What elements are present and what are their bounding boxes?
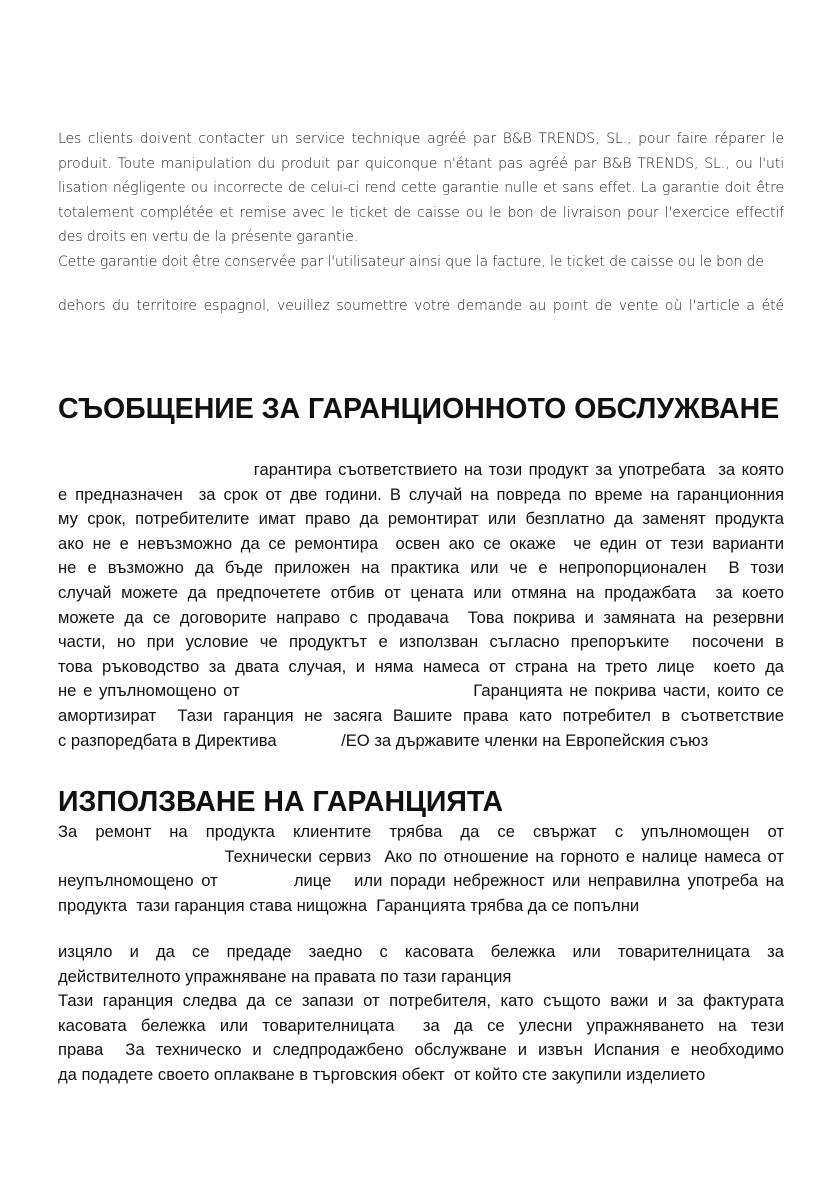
heading-warranty-notice: СЪОБЩЕНИЕ ЗА ГАРАНЦИОННОТО ОБСЛУЖВАНЕ [58, 393, 780, 425]
text-line: това ръководство за двата случая, и няма намеса от страна на трето лице което да [58, 656, 784, 676]
french-section-continued [58, 294, 784, 319]
text-line: да подадете своето оплакване в търговския обект от който сте закупили изделието [58, 1064, 706, 1084]
text-line: му срок, потребителите имат право да ремонтират или безплатно да заменят продукта [58, 509, 784, 529]
text-line: ако не е невъзможно да се ремонтира освен ако се окаже че един от тези варианти [58, 533, 784, 553]
warranty-notice-body [58, 458, 784, 753]
text-line: продукта тази гаранция става нищожна Гаранцията трябва да се попълни [58, 895, 640, 915]
text-line: Технически сервиз Ако по отношение на горното е налице намеса от [58, 846, 784, 866]
french-section [58, 127, 784, 275]
text-line: части, но при условие че продуктът е използван съгласно препоръките посочени в [58, 632, 784, 652]
french-paragraph-3: dehors du territoire espagnol, veuillez soumettre votre demande au point de vente où l'article a été [58, 298, 784, 314]
french-paragraph-1: Les clients doivent contacter un service technique agréé par B&B TRENDS, SL., pour faire réparer le produit. Toute manipulation du produit par quiconque n'étant pas agréé par B&B TRENDS, SL., ou l'uti lisation négligente ou incorrecte de celui-ci rend cette garantie nulle et sans effet. La garantie doit être totalement complétée et remise avec le ticket de caisse ou le bon de livraison pour l'exercice effectif des droits en vertu de la présente garantie. [58, 131, 784, 246]
text-line: не е упълномощено от Гаранцията не покрива части, които се [58, 681, 784, 701]
text-line: можете да се договорите направо с продавача Това покрива и замяната на резервни [58, 607, 784, 627]
text-line: касовата бележка или товарителницата за да се улесни упражняването на тези [58, 1015, 784, 1035]
text-line: За ремонт на продукта клиентите трябва да се свържат с упълномощен от [58, 822, 784, 841]
french-paragraph-2: Cette garantie doit être conservée par l'utilisateur ainsi que la facture, le ticket de caisse ou le bon de [58, 253, 764, 270]
text-line: случай можете да предпочетете отбив от цената или отмяна на продажбата за което [58, 582, 784, 602]
warranty-use-body-continued [58, 940, 784, 1088]
heading-warranty-use: ИЗПОЛЗВАНЕ НА ГАРАНЦИЯТА [58, 786, 504, 818]
text-line: амортизират Тази гаранция не засяга Вашите права като потребител в съответствие [58, 705, 784, 725]
text-line: с разпоредбата в Директива /ЕО за държавите членки на Европейския съюз [58, 730, 709, 750]
text-line: не е възможно да бъде приложен на практика или че е непропорционален В този [58, 558, 784, 578]
text-line: изцяло и да се предаде заедно с касовата бележка или товарителницата за [58, 942, 784, 961]
text-line: права За техническо и следпродажбено обслужване и извън Испания е необходимо [58, 1040, 784, 1060]
warranty-use-body [58, 820, 784, 918]
text-line: Тази гаранция следва да се запази от потребителя, като същото важи и за фактурата [58, 991, 784, 1011]
text-line: гарантира съответствието на този продукт за употребата за която [58, 460, 784, 479]
text-line: действителното упражняване на правата по тази гаранция [58, 966, 512, 986]
text-line: неупълномощено от лице или поради небрежност или неправилна употреба на [58, 871, 784, 891]
text-line: е предназначен за срок от две години. В случай на повреда по време на гаранционния [58, 484, 784, 504]
